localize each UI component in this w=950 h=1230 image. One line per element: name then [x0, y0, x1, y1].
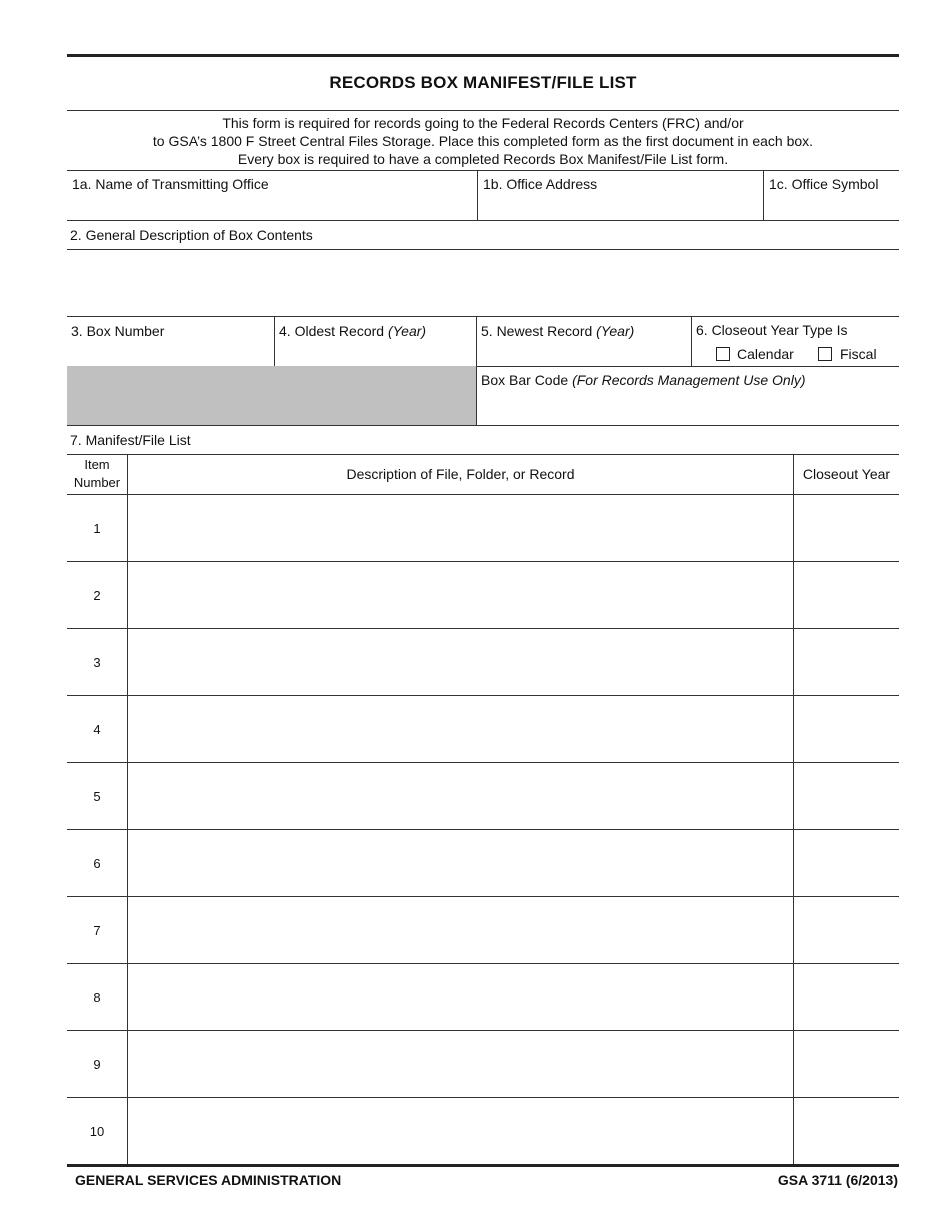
general-description-field[interactable]	[67, 250, 899, 316]
form-title: RECORDS BOX MANIFEST/FILE LIST	[329, 73, 637, 92]
calendar-label: Calendar	[737, 346, 794, 362]
closeout-year-cell[interactable]	[794, 830, 899, 896]
item-number: 5	[93, 789, 101, 804]
intro-line-3: Every box is required to have a completed Records Box Manifest/File List form.	[237, 151, 729, 167]
item-number: 6	[93, 856, 101, 871]
description-cell[interactable]	[128, 763, 793, 829]
office-address-label: 1b. Office Address	[483, 176, 598, 192]
manifest-label: 7. Manifest/File List	[70, 432, 191, 448]
item-number: 10	[89, 1124, 105, 1139]
description-cell[interactable]	[128, 1031, 793, 1097]
intro-line-1: This form is required for records going to the Federal Records Centers (FRC) and/or	[222, 115, 744, 131]
item-number: 8	[93, 990, 101, 1005]
description-cell[interactable]	[128, 696, 793, 762]
box-bar-code-label	[481, 372, 805, 388]
box-number-label: 3. Box Number	[71, 323, 165, 339]
item-number: 7	[93, 923, 101, 938]
description-cell[interactable]	[128, 897, 793, 963]
divider	[691, 316, 692, 366]
closeout-year-cell[interactable]	[794, 562, 899, 628]
item-number-header-line1: Item	[84, 457, 110, 472]
calendar-checkbox[interactable]	[716, 347, 730, 361]
fiscal-label: Fiscal	[840, 346, 877, 362]
oldest-record-label	[279, 323, 426, 339]
general-description-label: 2. General Description of Box Contents	[70, 227, 313, 243]
closeout-year-cell[interactable]	[794, 629, 899, 695]
closeout-year-cell[interactable]	[794, 964, 899, 1030]
divider	[67, 110, 899, 111]
item-number: 3	[93, 655, 101, 670]
box-bar-code-text: Box Bar Code	[481, 372, 569, 388]
divider	[67, 454, 899, 455]
closeout-year-cell[interactable]	[794, 1098, 899, 1164]
divider	[67, 220, 899, 221]
item-number: 2	[93, 588, 101, 603]
item-number: 9	[93, 1057, 101, 1072]
closeout-year-type-label: 6. Closeout Year Type Is	[696, 322, 848, 338]
closeout-year-cell[interactable]	[794, 897, 899, 963]
item-number-header-line2: Number	[73, 475, 121, 490]
footer-form-number: GSA 3711 (6/2013)	[777, 1172, 898, 1188]
shaded-block	[67, 366, 476, 425]
oldest-record-note: (Year)	[387, 323, 427, 339]
newest-record-text: 5. Newest Record	[481, 323, 593, 339]
closeout-year-cell[interactable]	[794, 763, 899, 829]
description-cell[interactable]	[128, 830, 793, 896]
closeout-year-cell[interactable]	[794, 696, 899, 762]
newest-record-label	[481, 323, 634, 339]
fiscal-checkbox[interactable]	[818, 347, 832, 361]
newest-record-note: (Year)	[596, 323, 635, 339]
item-number: 1	[93, 521, 101, 536]
item-number: 4	[93, 722, 101, 737]
divider	[67, 425, 899, 426]
closeout-year-header: Closeout Year	[802, 466, 891, 482]
bottom-rule	[67, 1164, 899, 1167]
description-cell[interactable]	[128, 562, 793, 628]
box-bar-code-note: (For Records Management Use Only)	[572, 372, 806, 388]
transmitting-office-label: 1a. Name of Transmitting Office	[72, 176, 269, 192]
closeout-year-cell[interactable]	[794, 1031, 899, 1097]
closeout-year-cell[interactable]	[794, 495, 899, 561]
top-rule	[67, 54, 899, 57]
description-cell[interactable]	[128, 629, 793, 695]
description-cell[interactable]	[128, 964, 793, 1030]
oldest-record-text: 4. Oldest Record	[279, 323, 385, 339]
intro-line-2: to GSA’s 1800 F Street Central Files Storage. Place this completed form as the first document in each box.	[152, 133, 814, 149]
description-header: Description of File, Folder, or Record	[346, 466, 575, 482]
footer-agency: GENERAL SERVICES ADMINISTRATION	[75, 1172, 342, 1188]
description-cell[interactable]	[128, 495, 793, 561]
description-cell[interactable]	[128, 1098, 793, 1164]
office-symbol-label: 1c. Office Symbol	[769, 176, 879, 192]
